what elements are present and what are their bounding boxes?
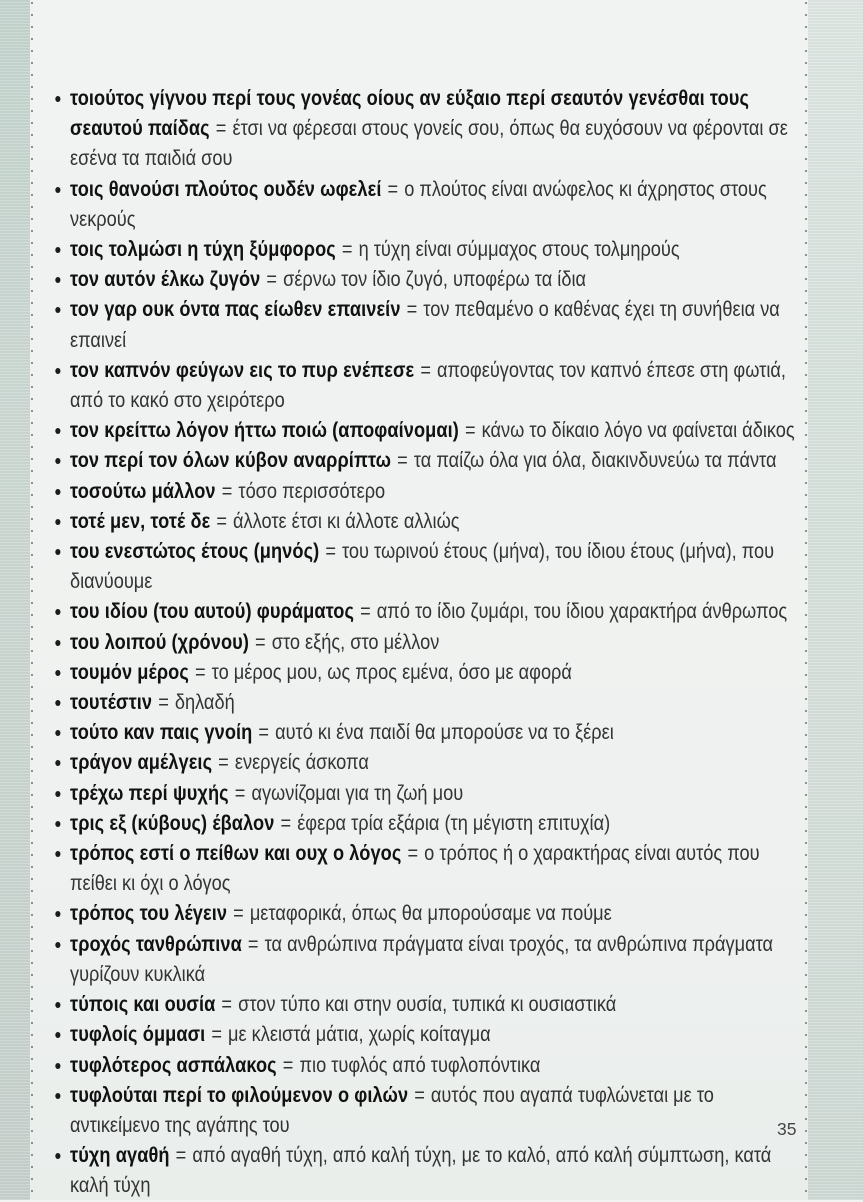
entry-definition: στον τύπο και στην ουσία, τυπικά κι ουσιαστικά [238, 993, 617, 1017]
equals-separator: = [233, 902, 244, 926]
list-item [70, 175, 804, 235]
list-item [70, 688, 804, 718]
entry-term: τον περί τον όλων κύβον αναρρίπτω [70, 449, 392, 473]
entry-definition: δηλαδή [174, 691, 235, 715]
list-item [70, 990, 804, 1020]
equals-separator: = [215, 117, 227, 141]
list-item [70, 84, 804, 175]
bullet-icon [55, 700, 60, 706]
entry-term: τύποις και ουσία [70, 993, 216, 1017]
bullet-icon [55, 187, 60, 193]
equals-separator: = [255, 630, 266, 654]
list-item [70, 1081, 804, 1141]
equals-separator: = [325, 540, 336, 564]
equals-separator: = [414, 1083, 425, 1107]
left-margin-strip [0, 0, 30, 1200]
entry-definition: ο πλούτος είναι ανώφελος κι άχρηστος στους νεκρούς [70, 177, 767, 231]
entry-term: τρέχω περί ψυχής [70, 781, 229, 805]
bullet-icon [55, 549, 60, 555]
bullet-icon [55, 368, 60, 374]
list-item [70, 597, 804, 627]
entry-definition: ενεργείς άσκοπα [234, 751, 369, 775]
entry-term: τυφλότερος ασπάλακος [70, 1053, 277, 1077]
page-number: 35 [777, 1119, 797, 1139]
entry-term: τον καπνόν φεύγων εις το πυρ ενέπεσε [70, 358, 415, 382]
bullet-icon [55, 428, 60, 434]
list-item [70, 779, 804, 809]
list-item [70, 446, 804, 476]
bullet-icon [55, 1002, 60, 1008]
list-item [70, 416, 804, 446]
entry-term: τυφλοίς όμμασι [70, 1023, 206, 1047]
entry-term: τρόπος του λέγειν [70, 902, 228, 926]
list-item [70, 1051, 804, 1081]
entry-term: τύχη αγαθή [70, 1144, 170, 1168]
entry-definition: έτσι να φέρεσαι στους γονείς σου, όπως θα ευχόσουν να φέρονται σε εσένα τα παιδιά σου [70, 117, 788, 171]
entry-definition: τόσο περισσότερο [238, 479, 386, 503]
equals-separator: = [397, 449, 408, 473]
list-item [70, 930, 804, 990]
entry-definition: τα ανθρώπινα πράγματα είναι τροχός, τα ανθρώπινα πράγματα γυρίζουν κυκλικά [70, 932, 774, 986]
perforation-dots-left [31, 2, 33, 1200]
entry-definition: στο εξής, στο μέλλον [271, 630, 440, 654]
equals-separator: = [211, 1023, 222, 1047]
list-item [70, 899, 804, 929]
entry-term: τον αυτόν έλκω ζυγόν [70, 268, 261, 292]
equals-separator: = [221, 479, 233, 503]
bullet-icon [55, 1063, 60, 1069]
entry-term: τον κρείττω λόγον ήττω ποιώ (αποφαίνομαι) [70, 419, 459, 443]
entry-term: τρόπος εστί ο πείθων και ουχ ο λόγος [70, 842, 402, 866]
equals-separator: = [387, 177, 399, 201]
glossary-list [70, 84, 804, 1202]
equals-separator: = [407, 842, 419, 866]
list-item [70, 265, 804, 295]
equals-separator: = [218, 751, 229, 775]
entry-term: τουτέστιν [70, 691, 153, 715]
list-item [70, 628, 804, 658]
entry-term: τοις θανούσι πλούτος ουδέν ωφελεί [70, 177, 382, 201]
entry-definition: σέρνω τον ίδιο ζυγό, υποφέρω τα ίδια [283, 268, 587, 292]
entry-term: του ιδίου (του αυτού) φυράματος [70, 600, 355, 624]
list-item [70, 1020, 804, 1050]
entry-term: τοσούτω μάλλον [70, 479, 216, 503]
entry-definition: το μέρος μου, ως προς εμένα, όσο με αφορά [211, 660, 572, 684]
bullet-icon [55, 821, 60, 827]
entry-definition: έφερα τρία εξάρια (τη μέγιστη επιτυχία) [297, 811, 611, 835]
right-margin-strip [808, 0, 863, 1200]
bullet-icon [55, 670, 60, 676]
bullet-icon [55, 96, 60, 102]
equals-separator: = [258, 721, 270, 745]
bullet-icon [55, 1153, 60, 1159]
entry-definition: κάνω το δίκαιο λόγο να φαίνεται άδικος [481, 419, 795, 443]
bullet-icon [55, 851, 60, 857]
list-item [70, 295, 804, 355]
entry-term: του λοιπού (χρόνου) [70, 630, 249, 654]
equals-separator: = [420, 358, 431, 382]
entry-definition: αυτός που αγαπά τυφλώνεται με το αντικείμενο της αγάπης του [70, 1083, 714, 1137]
list-item [70, 477, 804, 507]
equals-separator: = [175, 1144, 187, 1168]
entry-definition: πιο τυφλός από τυφλοπόντικα [299, 1053, 541, 1077]
entry-term: τρις εξ (κύβους) έβαλον [70, 811, 275, 835]
equals-separator: = [280, 811, 292, 835]
bullet-icon [55, 911, 60, 917]
entry-definition: τα παίζω όλα για όλα, διακινδυνεύω τα πάντα [413, 449, 777, 473]
entry-definition: με κλειστά μάτια, χωρίς κοίταγμα [228, 1023, 491, 1047]
equals-separator: = [247, 932, 259, 956]
entry-definition: του τωρινού έτους (μήνα), του ίδιου έτους (μήνα), που διανύουμε [70, 540, 775, 594]
equals-separator: = [266, 268, 278, 292]
entry-term: τοιούτος γίγνου περί τους γονέας οίους αν εύξαιο περί σεαυτόν γενέσθαι τους σεαυτού παίδας [70, 87, 750, 141]
entry-definition: από αγαθή τύχη, από καλή τύχη, με το καλό, από καλή σύμπτωση, κατά καλή τύχη [70, 1144, 772, 1198]
list-item [70, 718, 804, 748]
entry-definition: από το ίδιο ζυμάρι, του ίδιου χαρακτήρα άνθρωπος [376, 600, 788, 624]
entry-definition: αυτό κι ένα παιδί θα μπορούσε να το ξέρει [275, 721, 614, 745]
list-item [70, 658, 804, 688]
entry-definition: η τύχη είναι σύμμαχος στους τολμηρούς [358, 238, 680, 262]
bullet-icon [55, 609, 60, 615]
equals-separator: = [194, 660, 206, 684]
entry-term: τοτέ μεν, τοτέ δε [70, 509, 211, 533]
bullet-icon [55, 1093, 60, 1099]
entry-definition: τον πεθαμένο ο καθένας έχει τη συνήθεια να επαινεί [70, 298, 780, 352]
bullet-icon [55, 640, 60, 646]
equals-separator: = [341, 238, 353, 262]
perforation-dots-right [805, 2, 807, 1200]
entry-definition: αγωνίζομαι για τη ζωή μου [251, 781, 464, 805]
entry-term: τράγον αμέλγεις [70, 751, 213, 775]
list-item [70, 356, 804, 416]
entry-term: τροχός τανθρώπινα [70, 932, 242, 956]
bullet-icon [55, 247, 60, 253]
list-item [70, 1141, 804, 1201]
entry-definition: ο τρόπος ή ο χαρακτήρας είναι αυτός που πείθει κι όχι ο λόγος [70, 842, 760, 896]
list-item [70, 537, 804, 597]
equals-separator: = [464, 419, 476, 443]
list-item [70, 235, 804, 265]
equals-separator: = [221, 993, 233, 1017]
list-item [70, 839, 804, 899]
bullet-icon [55, 519, 60, 525]
glossary-content [70, 84, 804, 1202]
equals-separator: = [158, 691, 169, 715]
equals-separator: = [216, 509, 227, 533]
entry-term: τουμόν μέρος [70, 660, 189, 684]
equals-separator: = [282, 1053, 294, 1077]
entry-term: τούτο καν παις γνοίη [70, 721, 253, 745]
entry-definition: μεταφορικά, όπως θα μπορούσαμε να πούμε [249, 902, 612, 926]
equals-separator: = [360, 600, 371, 624]
list-item [70, 507, 804, 537]
bullet-icon [55, 1032, 60, 1038]
bullet-icon [55, 730, 60, 736]
entry-definition: άλλοτε έτσι κι άλλοτε αλλιώς [233, 509, 460, 533]
bullet-icon [55, 458, 60, 464]
bullet-icon [55, 942, 60, 948]
bullet-icon [55, 307, 60, 313]
equals-separator: = [406, 298, 418, 322]
bullet-icon [55, 277, 60, 283]
bullet-icon [55, 489, 60, 495]
equals-separator: = [234, 781, 246, 805]
entry-term: τυφλούται περί το φιλούμενον ο φιλών [70, 1083, 409, 1107]
entry-term: τοις τολμώσι η τύχη ξύμφορος [70, 238, 336, 262]
entry-term: του ενεστώτος έτους (μηνός) [70, 540, 320, 564]
bullet-icon [55, 791, 60, 797]
list-item [70, 809, 804, 839]
bullet-icon [55, 760, 60, 766]
list-item [70, 748, 804, 778]
entry-term: τον γαρ ουκ όντα πας είωθεν επαινείν [70, 298, 401, 322]
entry-definition: αποφεύγοντας τον καπνό έπεσε στη φωτιά, από το κακό στο χειρότερο [70, 358, 786, 413]
